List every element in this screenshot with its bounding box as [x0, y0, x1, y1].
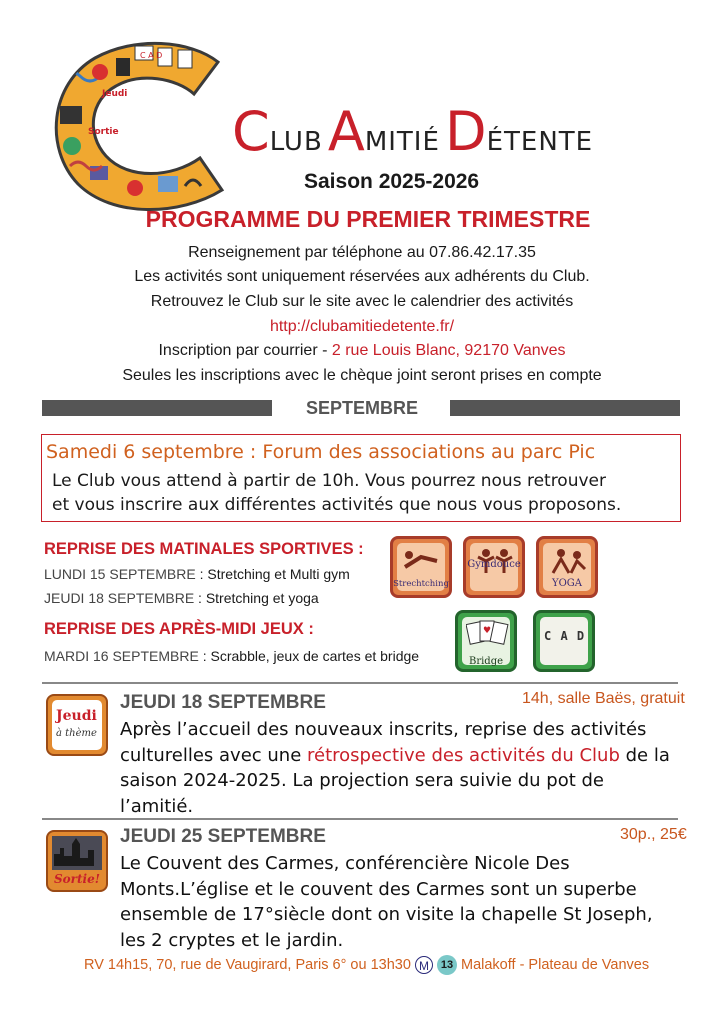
month-label: SEPTEMBRE: [305, 398, 419, 418]
intro-cheque: Seules les inscriptions avec le chèque joint seront prises en compte: [122, 367, 602, 384]
scrabble-cad-label: C A D: [544, 629, 586, 643]
event1-text: [120, 717, 680, 819]
intro-url[interactable]: http://clubamitiedetente.fr/: [269, 318, 455, 335]
scrabble-cad-icon: [533, 610, 595, 672]
club-logo: [40, 36, 240, 216]
logo-jeudi-text: Jeudi: [102, 89, 128, 99]
bridge-label: Bridge: [468, 656, 504, 667]
jeux-line1: [44, 648, 419, 664]
divider-2: [42, 818, 678, 820]
svg-text:♥: ♥: [483, 626, 492, 636]
title-letter-c: C: [232, 100, 270, 163]
sortie-badge-text: Sortie!: [54, 872, 100, 886]
jeux-line1-text: : Scrabble, jeux de cartes et bridge: [198, 648, 420, 664]
metro-icon: M: [415, 956, 433, 974]
intro-inscription: [0, 342, 724, 360]
season-label: Saison 2025-2026: [304, 170, 480, 193]
title-word-etente: ÉTENTE: [486, 127, 594, 157]
event2-info: 30p., 25€: [620, 826, 687, 843]
sport-line1-text: : Stretching et Multi gym: [195, 566, 350, 582]
sport-line1: [44, 566, 350, 582]
sortie-badge: [46, 830, 108, 892]
event2-rendezvous: [84, 955, 649, 975]
intro-website: Retrouvez le Club sur le site avec le calendrier des activités: [150, 293, 574, 310]
divider-1: [42, 682, 678, 684]
event1-date: JEUDI 18 SEPTEMBRE: [120, 692, 326, 713]
title-word-mitie: MITIÉ: [364, 127, 440, 157]
forum-line2: et vous inscrire aux différentes activités que nous vous proposons.: [52, 495, 622, 515]
intro-phone: Renseignement par téléphone au 07.86.42.17.35: [188, 244, 536, 261]
inscription-address: 2 rue Louis Blanc, 92170 Vanves: [331, 342, 566, 359]
gymdouce-icon: [463, 536, 525, 598]
event1-text-highlight: rétrospective des activités du Club: [307, 744, 620, 766]
programme-title: PROGRAMME DU PREMIER TRIMESTRE: [145, 206, 591, 232]
rv-address: RV 14h15, 70, rue de Vaugirard, Paris 6° ou 13h30: [84, 956, 411, 973]
forum-title: Samedi 6 septembre : Forum des associations au parc Pic: [46, 441, 596, 463]
badge-theme-text: à thème: [56, 728, 97, 739]
logo-cad-text: C A D: [140, 51, 163, 60]
stretching-icon: [390, 536, 452, 598]
title-letter-d: D: [445, 100, 487, 163]
badge-jeudi-text: Jeudi: [56, 708, 97, 724]
metro-line-13-icon: 13: [437, 955, 457, 975]
logo-sortie-text: Sortie: [88, 127, 119, 137]
stretching-label: Strechtching: [393, 579, 449, 589]
jeux-line1-day: MARDI 16 SEPTEMBRE: [44, 648, 199, 664]
jeudi-a-theme-badge: [46, 694, 108, 756]
sport-line2-day: JEUDI 18 SEPTEMBRE: [44, 590, 195, 606]
inscription-prefix: Inscription par courrier -: [158, 342, 332, 359]
sport-heading: REPRISE DES MATINALES SPORTIVES :: [44, 540, 364, 558]
forum-box: [41, 434, 681, 522]
gymdouce-label: Gymdouce: [467, 559, 521, 570]
forum-line1: Le Club vous attend à partir de 10h. Vous pourrez nous retrouver: [52, 471, 606, 491]
title-word-lub: LUB: [269, 127, 323, 157]
intro-members: Les activités sont uniquement réservées aux adhérents du Club.: [134, 268, 590, 285]
yoga-icon: [536, 536, 598, 598]
event2-text: Le Couvent des Carmes, conférencière Nicole Des Monts.L’église et le couvent des Carmes sont un superbe ensemble de 17°siècle dont on visite la chapelle St Joseph, les 2 cryptes et le jardin.: [120, 853, 653, 951]
jeux-heading: REPRISE DES APRÈS-MIDI JEUX :: [44, 620, 314, 638]
club-title: [232, 100, 593, 163]
sport-line1-day: LUNDI 15 SEPTEMBRE: [44, 566, 196, 582]
yoga-label: YOGA: [551, 578, 582, 589]
event1-text-b: de la saison 2024-2025. La projection sera suivie du pot de l’amitié.: [120, 744, 670, 817]
bridge-icon: [455, 610, 517, 672]
event1-info: 14h, salle Baës, gratuit: [522, 690, 685, 707]
rv-station: Malakoff - Plateau de Vanves: [461, 956, 650, 973]
sport-line2-text: : Stretching et yoga: [194, 590, 319, 606]
title-letter-a: A: [327, 100, 365, 163]
event2-date: JEUDI 25 SEPTEMBRE: [120, 826, 326, 847]
sport-line2: [44, 590, 319, 606]
event1-text-a: Après l’accueil des nouveaux inscrits, reprise des activités culturelles avec une: [120, 719, 647, 766]
